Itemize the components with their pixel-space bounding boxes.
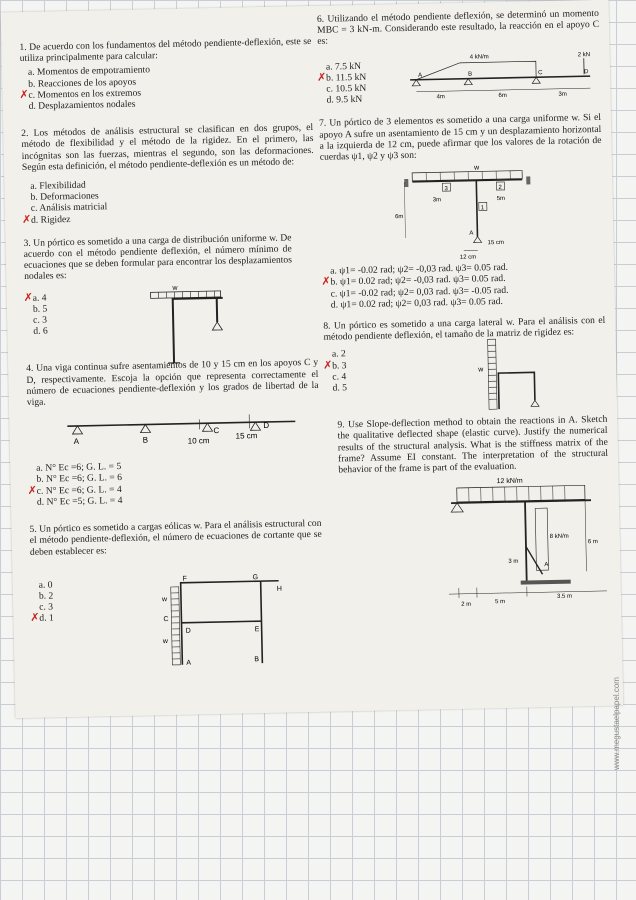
q7-frame-members — [412, 180, 523, 238]
q8-lateral-load — [488, 339, 497, 409]
q7-label-a: A — [469, 230, 474, 237]
q7-option-a[interactable]: a. ψ1= -0.02 rad; ψ2= -0,03 rad. ψ3= 0.05 rad. — [330, 262, 509, 277]
q1-option-d[interactable]: d. Desplazamientos nodales — [28, 98, 136, 112]
q6-label-a: A — [418, 72, 423, 79]
q1-option-c-label: c. Momentos en los extremos — [28, 87, 142, 101]
q5-frame-figure — [160, 570, 312, 669]
cross-mark-icon: ✗ — [21, 212, 32, 226]
q3-frame-figure — [132, 281, 244, 367]
cross-mark-icon: ✗ — [322, 358, 333, 372]
q9-height-3m: 3 m — [508, 559, 519, 566]
q8-frame-members — [498, 372, 535, 409]
q5-label-g: G — [252, 574, 259, 582]
q5-label-h: H — [276, 585, 282, 593]
question-1 — [19, 36, 312, 112]
q7-option-d[interactable]: d. ψ1= 0.02 rad; ψ2= 0,03 rad. ψ3= 0.05 rad. — [330, 295, 503, 311]
q7-option-c[interactable]: c. ψ1= -0.02 rad; ψ2= 0,03 rad. ψ3= -0.05 rad. — [330, 284, 509, 300]
question-2-options — [22, 175, 315, 226]
exam-sheet — [1, 0, 624, 718]
q4-settlement-d: 15 cm — [235, 431, 258, 441]
question-4 — [26, 357, 321, 508]
q5-load-label-1: w — [161, 596, 168, 604]
q6-beam-figure — [400, 48, 597, 104]
q4-support-c — [202, 423, 212, 431]
q9-length-2m: 2 m — [461, 602, 472, 609]
q7-load-label: w — [473, 164, 480, 172]
q7-shift-12: 12 cm — [459, 254, 477, 262]
q9-height-6m: 6 m — [587, 539, 598, 546]
q4-support-d — [250, 422, 260, 430]
watermark: www.megustaelpapel.com — [612, 677, 621, 770]
q5-option-d-label: d. 1 — [39, 612, 54, 625]
q8-option-d[interactable]: d. 5 — [332, 382, 348, 394]
question-8-text: 8. Un pórtico es sometido a una carga lateral w. Para el análisis con el método pendiente deflexión, el tamaño de la matriz de rigidez es: — [323, 314, 606, 344]
q9-fixed-base — [521, 580, 571, 585]
cross-mark-icon: ✗ — [23, 290, 33, 304]
q8-option-b-label: b. 3 — [332, 359, 347, 372]
q5-option-b[interactable]: b. 2 — [38, 590, 54, 602]
q1-option-b[interactable]: b. Reacciones de los apoyos — [28, 76, 137, 90]
cross-mark-icon: ✗ — [19, 87, 29, 101]
question-9-text: 9. Use Slope-deflection method to obtain the reactions in A. Sketch the qualitative deflected shape (elastic curve). Justify the numerical results of the structural analysis. What is the stiffness matrix of the frame? Assume EI constant. The interpretation of the structural behavior of the frame is part of the evaluation. — [337, 414, 609, 476]
q4-label-b: B — [142, 435, 149, 445]
right-column — [317, 8, 612, 619]
q4-label-a: A — [73, 437, 80, 447]
question-4-text: 4. Una viga continua sufre asentamientos de 10 y 15 cm en los apoyos C y D, respectivamente. Escoja la opción que representa correctamente el número de ecuaciones pendiente-deflexión y los grados de libertad de la viga. — [26, 357, 319, 409]
question-6 — [317, 8, 601, 106]
cross-mark-icon: ✗ — [27, 483, 38, 497]
q5-load-label-2: w — [162, 638, 169, 646]
question-1-text: 1. De acuerdo con los fundamentos del método pendiente-deflexión, este se utiliza principalmente para calcular: — [19, 35, 312, 65]
q9-label-a: A — [544, 562, 549, 569]
cross-mark-icon: ✗ — [316, 70, 327, 84]
q7-member-3: 3 — [444, 186, 448, 193]
q9-distributed-load — [457, 486, 585, 503]
q2-option-c[interactable]: c. Análisis matricial — [30, 201, 108, 215]
q7-length-5m: 5m — [496, 196, 506, 203]
q8-frame-figure — [476, 334, 558, 416]
q5-label-d: D — [185, 627, 191, 635]
q6-option-d[interactable]: d. 9.5 kN — [326, 94, 363, 106]
q3-option-c[interactable]: c. 3 — [33, 314, 48, 326]
q6-label-d: D — [583, 69, 589, 76]
q3-option-d[interactable]: d. 6 — [33, 325, 48, 338]
q3-load-label: w — [172, 284, 178, 292]
q4-beam — [67, 422, 295, 427]
q7-frame-figure — [392, 161, 544, 262]
q4-settlement-c: 10 cm — [187, 436, 210, 446]
q2-option-d-label: d. Rigidez — [30, 213, 71, 226]
q5-frame-members — [181, 581, 281, 665]
q6-beam — [410, 76, 590, 80]
q5-label-b: B — [254, 656, 260, 664]
q7-support-a — [473, 237, 481, 243]
question-1-options — [20, 61, 313, 112]
question-3-text: 3. Un pórtico es sometido a una carga de distribución uniforme w. De acuerdo con el método pendiente deflexión, el número mínimo de ecuaciones que se deben formular para encontrar los desplazamientos nodales es: — [23, 232, 293, 283]
q5-wind-load — [171, 587, 181, 665]
q6-label-c: C — [538, 70, 543, 77]
question-2 — [21, 122, 315, 226]
q2-option-a[interactable]: a. Flexibilidad — [30, 179, 86, 192]
question-8 — [323, 315, 606, 394]
question-2-text: 2. Los métodos de análisis estructural se clasifican en dos grupos, el método de flexibilidad y el método de la rigidez. En el primero, las incógnitas son las fuerzas, mientras el segundo, son las deformaciones. Según esta definición, el método pendiente-deflexión es un método de: — [21, 122, 314, 173]
q6-option-a[interactable]: a. 7.5 kN — [325, 60, 362, 73]
q4-support-b — [140, 425, 150, 433]
q4-option-c-label: c. N° Ec =6; G. L. = 4 — [36, 483, 122, 497]
q2-option-b[interactable]: b. Deformaciones — [30, 190, 99, 204]
q9-load-label: 12 kN/m — [496, 477, 523, 486]
q5-label-a: A — [186, 659, 192, 667]
q7-settlement-15: 15 cm — [487, 240, 505, 247]
q6-option-c[interactable]: c. 10.5 kN — [326, 82, 367, 95]
q9-length-5m: 5 m — [495, 599, 506, 606]
q7-length-6m: 6m — [394, 214, 404, 221]
question-9 — [325, 414, 611, 619]
q6-length-1: 4m — [436, 94, 445, 101]
q8-option-c[interactable]: c. 4 — [332, 371, 347, 383]
cross-mark-icon: ✗ — [321, 275, 331, 289]
q6-load-label: 4 kN/m — [469, 54, 489, 61]
q6-option-b-label: b. 11.5 kN — [326, 71, 367, 84]
q7-member-2: 2 — [498, 185, 502, 192]
q4-support-a — [72, 426, 82, 434]
q4-label-d: D — [263, 421, 270, 431]
q5-label-e: E — [254, 626, 260, 634]
q9-column — [525, 502, 527, 581]
q5-option-a[interactable]: a. 0 — [38, 579, 53, 591]
q4-label-c: C — [213, 426, 220, 436]
question-6-text: 6. Utilizando el método pendiente deflexión, se determinó un momento MBC = 3 kN-m. Considerando este resultado, la reacción en el apoyo C es: — [316, 7, 600, 48]
q9-side-load-label: 8 kN/m — [549, 533, 569, 541]
q7-option-b-label: b. ψ1= 0.02 rad; ψ2= -0,03 rad. ψ3= 0.05 rad. — [330, 273, 506, 289]
question-5 — [29, 517, 323, 667]
q3-option-b[interactable]: b. 5 — [32, 303, 48, 315]
q8-support — [531, 400, 539, 406]
q6-label-b: B — [468, 71, 473, 78]
question-3 — [23, 232, 317, 338]
q9-length-35m: 3.5 m — [556, 593, 573, 601]
q7-length-3m: 3m — [432, 197, 442, 204]
q3-pin-support — [212, 322, 222, 330]
q9-left-support — [451, 503, 463, 512]
q4-option-a[interactable]: a. N° Ec =6; G. L. = 5 — [36, 461, 122, 475]
q6-length-3: 3m — [558, 91, 567, 98]
question-7-text: 7. Un pórtico de 3 elementos es sometido a una carga uniforme w. Si el apoyo A sufre un asentamiento de 15 cm y un desplazamiento horizontal a la izquierda de 12 cm, puede afirmar que los valores de la rotación de cuerdas ψ1, ψ2 y ψ3 son: — [318, 112, 602, 163]
q6-length-2: 6m — [498, 92, 507, 100]
q4-beam-figure — [27, 405, 320, 461]
question-8-options — [324, 343, 607, 394]
question-7-options — [322, 260, 605, 311]
question-4-options — [28, 457, 321, 508]
q1-option-a[interactable]: a. Momentos de empotramiento — [27, 64, 151, 79]
cross-mark-icon: ✗ — [30, 611, 40, 625]
q4-option-b[interactable]: b. N° Ec =6; G. L. = 6 — [36, 472, 123, 486]
q8-option-a[interactable]: a. 2 — [331, 348, 346, 361]
q6-point-load-label: 2 kN — [577, 52, 591, 59]
question-7 — [319, 112, 605, 310]
q9-lateral-load — [535, 508, 548, 570]
left-column — [19, 22, 323, 667]
q9-frame-figure — [434, 473, 617, 617]
question-5-text: 5. Un pórtico es sometido a cargas eólicas w. Para el análisis estructural con el método pendiente-deflexión, el número de ecuaciones de cortante que se deben establecer es: — [29, 517, 322, 558]
q8-load-label: w — [478, 366, 484, 374]
q5-label-f: F — [182, 575, 187, 583]
q7-member-1: 1 — [480, 205, 485, 212]
q4-option-d[interactable]: d. N° Ec =5; G. L. = 4 — [36, 494, 123, 508]
q5-option-c[interactable]: c. 3 — [39, 601, 54, 613]
q5-label-c: C — [163, 616, 169, 624]
q3-option-a-label: a. 4 — [32, 292, 47, 304]
